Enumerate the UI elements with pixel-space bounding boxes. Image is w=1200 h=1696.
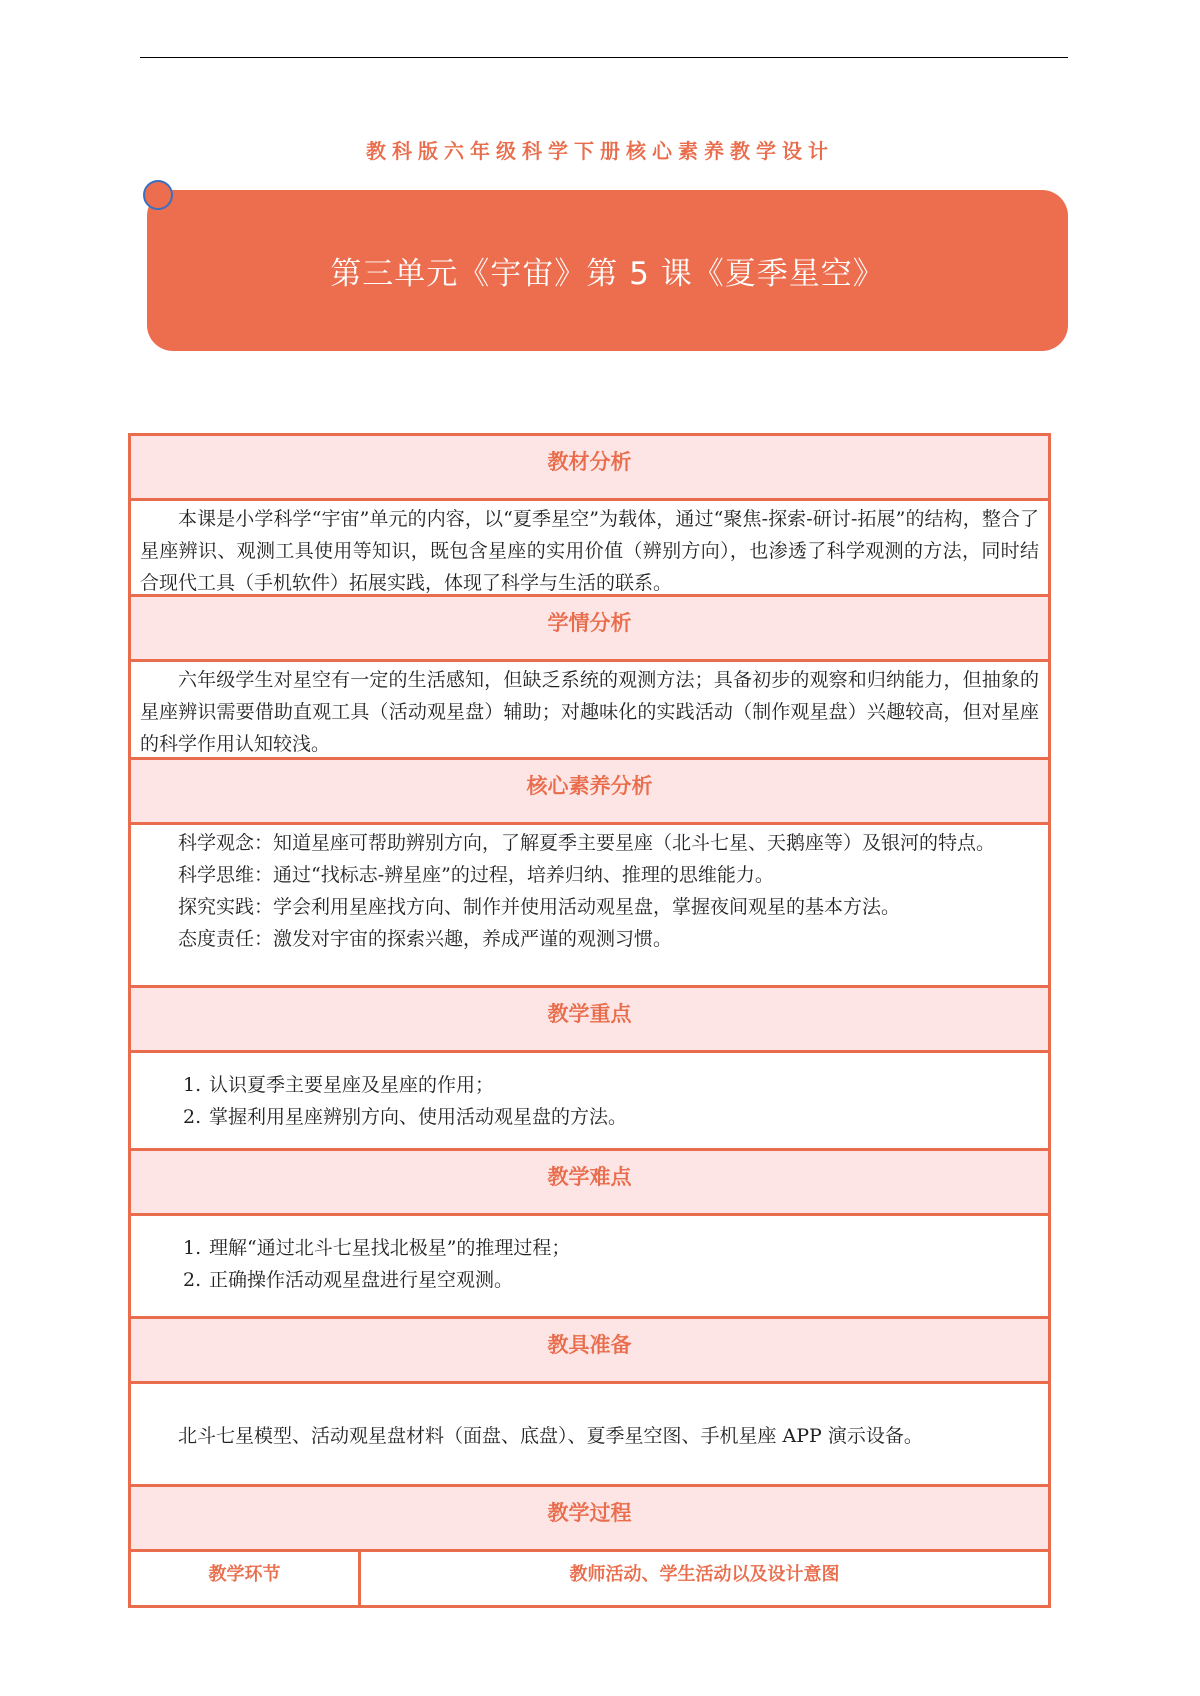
section-body-textbook-analysis [131,501,1048,597]
section-header-student-analysis [131,597,1048,662]
paragraph: 科学观念：知道星座可帮助辨别方向，了解夏季主要星座（北斗七星、天鹅座等）及银河的特点。 [178,832,996,854]
section-header-core-literacy [131,760,1048,825]
paragraph: 本课是小学科学“宇宙”单元的内容，以“夏季星空”为载体，通过“聚焦-探索-研讨-拓展”的结构，整合了星座辨识、观测工具使用等知识，既包含星座的实用价值（辨别方向），也渗透了科学观测的方法，同时结合现代工具（手机软件）拓展实践，体现了科学与生活的联系。 [140,508,1039,594]
section-body-difficulties [131,1216,1048,1319]
column-header-activities: 教师活动、学生活动以及设计意图 [569,1564,840,1585]
list-item [183,1101,1039,1133]
list-text: 理解“通过北斗七星找北极星”的推理过程； [209,1237,571,1259]
list-number: 1. [183,1074,202,1096]
section-title: 教学难点 [547,1165,632,1189]
lesson-plan-table [128,433,1051,1608]
section-title: 核心素养分析 [526,774,653,798]
list-number: 2. [183,1106,202,1128]
section-body-teaching-aids [131,1384,1048,1487]
list-text: 认识夏季主要星座及星座的作用； [209,1074,495,1096]
list-item [183,1264,1039,1296]
paragraph: 探究实践：学会利用星座找方向、制作并使用活动观星盘，掌握夜间观星的基本方法。 [178,896,901,918]
column-header-stage: 教学环节 [131,1552,361,1605]
section-title: 教学重点 [547,1002,632,1026]
section-title: 教学过程 [547,1501,632,1525]
banner-dot-decoration [143,180,173,210]
section-title: 教具准备 [547,1333,632,1357]
section-body-core-literacy [131,825,1048,988]
section-body-key-points [131,1053,1048,1151]
section-header-teaching-aids [131,1319,1048,1384]
paragraph: 北斗七星模型、活动观星盘材料（面盘、底盘）、夏季星空图、手机星座 APP 演示设备。 [178,1425,923,1447]
list-text: 正确操作活动观星盘进行星空观测。 [209,1269,514,1291]
section-title: 教材分析 [547,450,632,474]
process-table-header-row [131,1552,1048,1608]
lesson-title: 第三单元《宇宙》第 5 课《夏季星空》 [330,256,885,292]
list-number: 2. [183,1269,202,1291]
section-title: 学情分析 [547,611,632,635]
section-header-textbook-analysis [131,436,1048,501]
section-header-difficulties [131,1151,1048,1216]
document-subtitle: 教科版六年级科学下册核心素养教学设计 [366,139,834,163]
paragraph: 六年级学生对星空有一定的生活感知，但缺乏系统的观测方法；具备初步的观察和归纳能力，但抽象的星座辨识需要借助直观工具（活动观星盘）辅助；对趣味化的实践活动（制作观星盘）兴趣较高，但对星座的科学作用认知较浅。 [140,669,1039,755]
list-number: 1. [183,1237,202,1259]
paragraph: 科学思维：通过“找标志-辨星座”的过程，培养归纳、推理的思维能力。 [178,864,774,886]
list-text: 掌握利用星座辨别方向、使用活动观星盘的方法。 [209,1106,628,1128]
section-header-key-points [131,988,1048,1053]
section-body-student-analysis [131,662,1048,760]
list-item [183,1232,1039,1264]
top-rule [140,57,1068,58]
lesson-title-banner [147,190,1068,351]
section-header-teaching-process [131,1487,1048,1552]
paragraph: 态度责任：激发对宇宙的探索兴趣，养成严谨的观测习惯。 [178,928,673,950]
list-item [183,1069,1039,1101]
